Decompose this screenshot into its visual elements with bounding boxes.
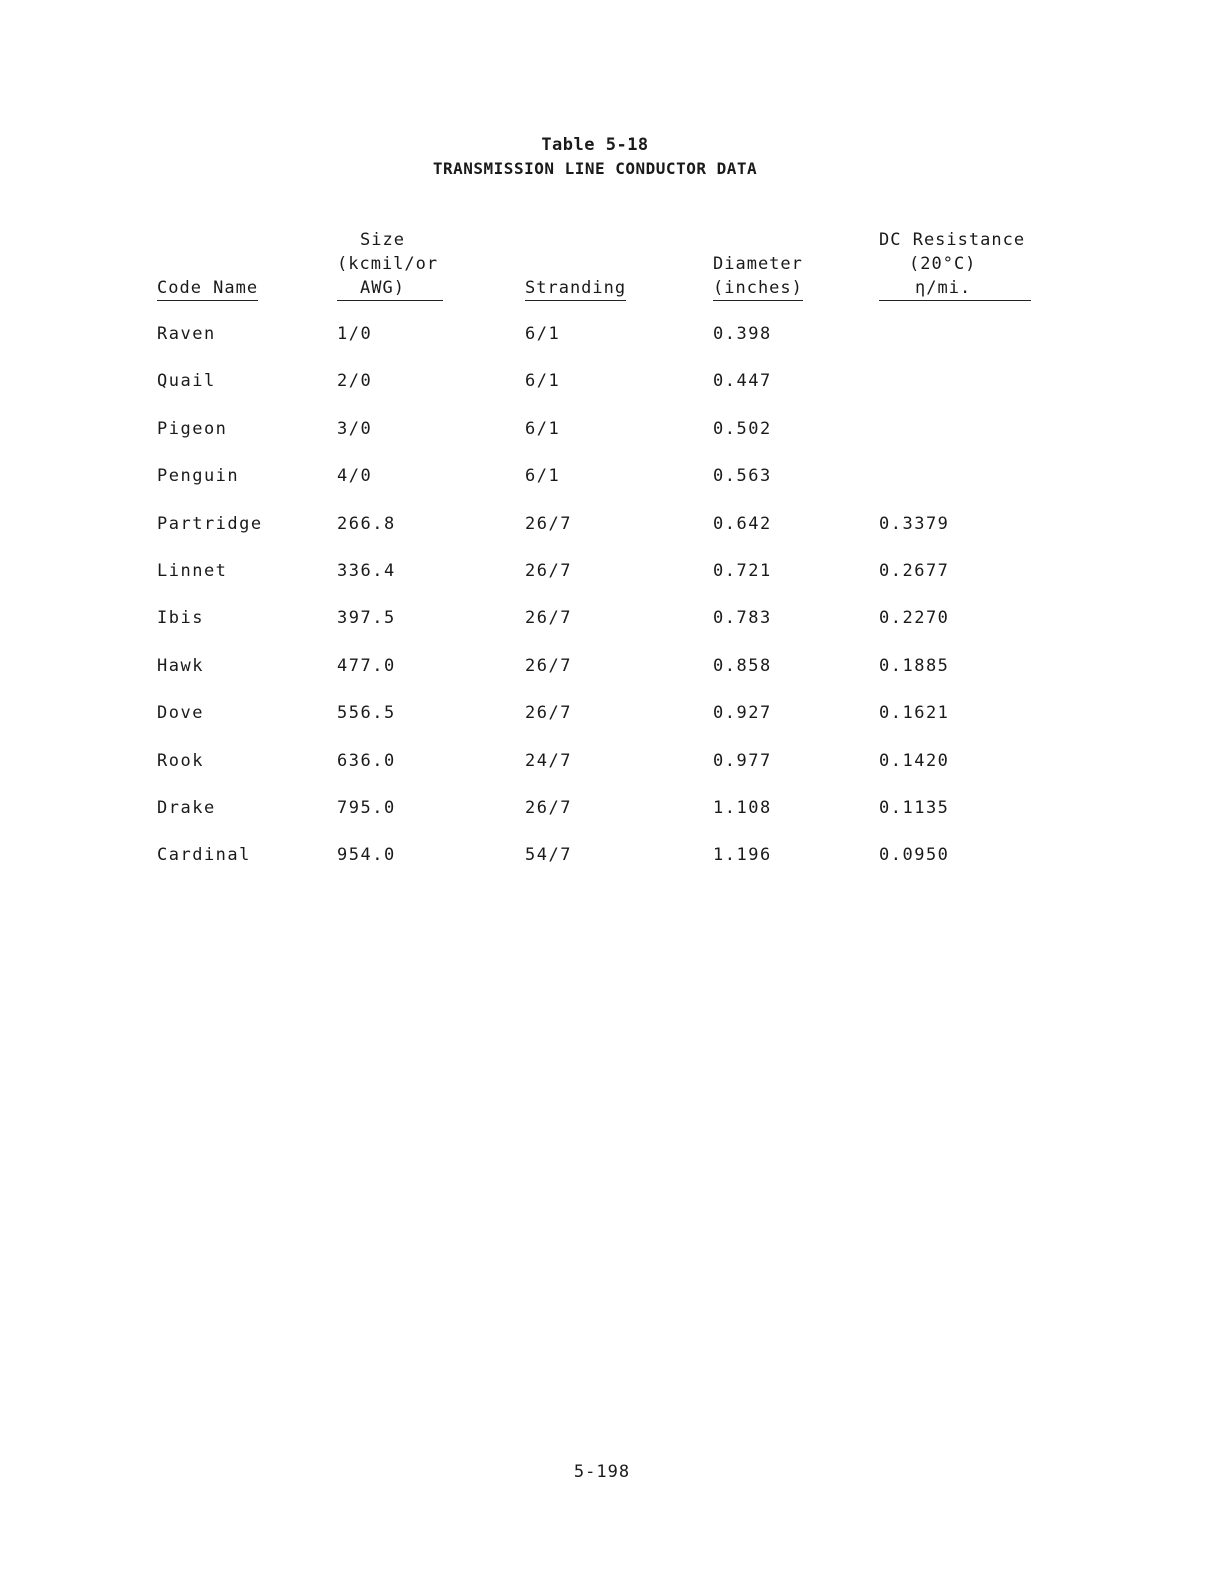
header-size-line3: AWG) [337,276,443,301]
header-resistance-line3: η/mi. [879,276,1031,301]
cell-diameter: 0.563 [713,466,772,486]
cell-code-name: Hawk [157,656,204,676]
cell-resistance: 0.2677 [879,561,950,581]
cell-size: 556.5 [337,703,396,723]
cell-diameter: 0.858 [713,656,772,676]
cell-stranding: 26/7 [525,561,572,581]
header-diameter-line2: (inches) [713,276,803,301]
table-title: Table 5-18 [541,135,649,155]
cell-size: 636.0 [337,751,396,771]
cell-resistance: 0.1885 [879,656,950,676]
cell-resistance: 0.2270 [879,608,950,628]
header-resistance [879,228,1031,301]
cell-code-name: Cardinal [157,845,251,865]
header-size-line1: Size [360,230,405,250]
cell-stranding: 24/7 [525,751,572,771]
header-code-name-text: Code Name [157,276,258,301]
cell-stranding: 6/1 [525,466,561,486]
cell-diameter: 0.447 [713,371,772,391]
cell-diameter: 1.108 [713,798,772,818]
cell-stranding: 6/1 [525,324,561,344]
cell-stranding: 6/1 [525,371,561,391]
cell-resistance: 0.1621 [879,703,950,723]
cell-code-name: Pigeon [157,419,228,439]
header-size [337,228,443,301]
cell-stranding: 26/7 [525,514,572,534]
cell-stranding: 26/7 [525,656,572,676]
header-stranding-text: Stranding [525,276,626,301]
header-resistance-line1: DC Resistance [879,230,1026,250]
cell-size: 4/0 [337,466,373,486]
cell-resistance: 0.3379 [879,514,950,534]
cell-size: 397.5 [337,608,396,628]
cell-size: 477.0 [337,656,396,676]
cell-size: 1/0 [337,324,373,344]
cell-size: 795.0 [337,798,396,818]
cell-stranding: 26/7 [525,608,572,628]
table-subtitle: TRANSMISSION LINE CONDUCTOR DATA [432,159,758,178]
header-diameter [713,252,803,301]
cell-code-name: Drake [157,798,216,818]
cell-code-name: Ibis [157,608,204,628]
page-number: 5-198 [573,1462,631,1482]
header-size-line2: (kcmil/or [337,254,439,274]
cell-code-name: Penguin [157,466,240,486]
cell-resistance: 0.1420 [879,751,950,771]
cell-diameter: 0.642 [713,514,772,534]
cell-code-name: Dove [157,703,204,723]
cell-diameter: 0.927 [713,703,772,723]
cell-diameter: 0.398 [713,324,772,344]
cell-stranding: 26/7 [525,798,572,818]
cell-code-name: Partridge [157,514,263,534]
cell-code-name: Linnet [157,561,228,581]
cell-size: 266.8 [337,514,396,534]
cell-size: 3/0 [337,419,373,439]
cell-diameter: 0.721 [713,561,772,581]
header-stranding [525,276,626,301]
cell-resistance: 0.0950 [879,845,950,865]
cell-size: 336.4 [337,561,396,581]
cell-diameter: 0.502 [713,419,772,439]
cell-stranding: 54/7 [525,845,572,865]
header-diameter-line1: Diameter [713,254,803,274]
cell-resistance: 0.1135 [879,798,950,818]
cell-size: 954.0 [337,845,396,865]
cell-stranding: 26/7 [525,703,572,723]
cell-stranding: 6/1 [525,419,561,439]
cell-diameter: 1.196 [713,845,772,865]
cell-diameter: 0.783 [713,608,772,628]
cell-size: 2/0 [337,371,373,391]
header-resistance-line2: (20°C) [909,254,977,274]
cell-code-name: Quail [157,371,216,391]
cell-code-name: Rook [157,751,204,771]
cell-code-name: Raven [157,324,216,344]
cell-diameter: 0.977 [713,751,772,771]
header-code-name [157,276,258,301]
